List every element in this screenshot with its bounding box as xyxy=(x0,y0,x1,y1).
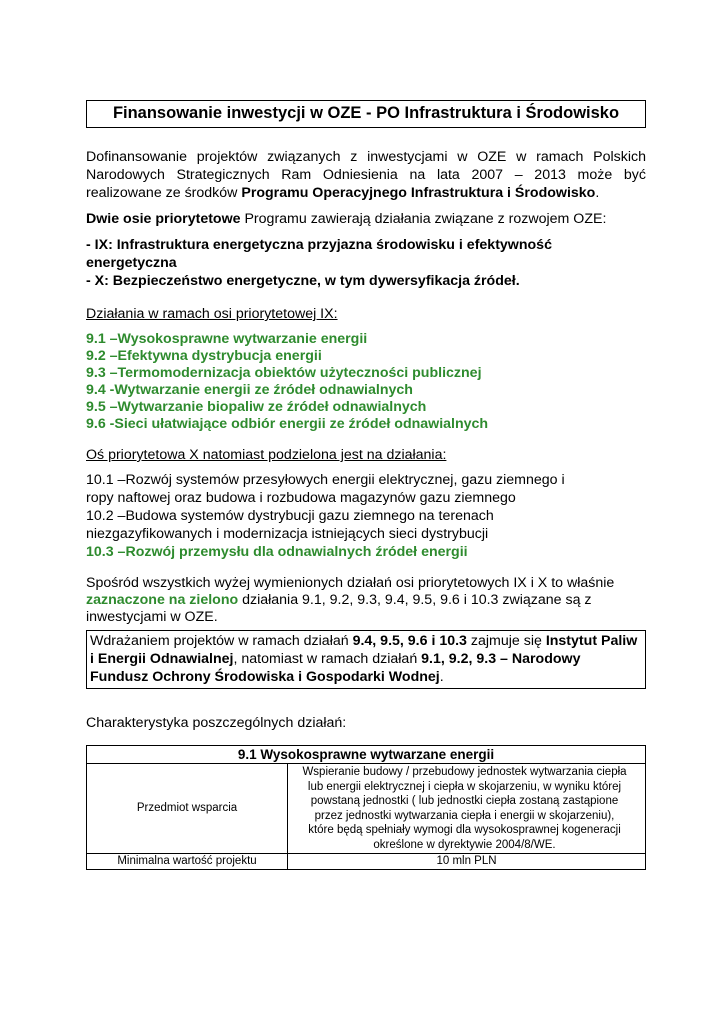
axis-ix: - IX: Infrastruktura energetyczna przyjazna środowisku i efektywność energetyczna xyxy=(86,237,552,271)
intro-paragraph xyxy=(86,148,646,202)
action-10-1: 10.1 –Rozwój systemów przesyłowych energii elektrycznej, gazu ziemnego i ropy naftowej oraz budowa i rozbudowa magazynów gazu ziemnego xyxy=(86,472,565,506)
implementation-box xyxy=(86,630,646,689)
characteristics-heading: Charakterystyka poszczególnych działań: xyxy=(86,715,347,731)
action-9-4: 9.4 -Wytwarzanie energii ze źródeł odnawialnych xyxy=(86,382,413,398)
axis-x-actions xyxy=(86,471,596,561)
table-header: 9.1 Wysokosprawne wytwarzane energii xyxy=(87,746,646,764)
impl-text-4: . xyxy=(439,669,444,685)
summary-text-2: działania 9.1, 9.2, 9.3, 9.4, 9.5, 9.6 i 10.3 związane są z inwestycjami w OZE. xyxy=(86,592,592,625)
action-10-2: 10.2 –Budowa systemów dystrybucji gazu ziemnego na terenach niezgazyfikowanych i modernizacja istniejących sieci dystrybucji xyxy=(86,508,494,542)
axes-list xyxy=(86,236,646,290)
axes-intro-bold: Dwie osie priorytetowe xyxy=(86,211,241,227)
action-9-1: 9.1 –Wysokosprawne wytwarzanie energii xyxy=(86,331,368,347)
axis-x-heading: Oś priorytetowa X natomiast podzielona jest na działania: xyxy=(86,447,447,463)
action-9-2: 9.2 –Efektywna dystrybucja energii xyxy=(86,348,322,364)
impl-text-2: zajmuje się xyxy=(466,633,546,649)
summary-text-1: Spośród wszystkich wyżej wymienionych działań osi priorytetowych IX i X to właśnie xyxy=(86,575,615,591)
document-page xyxy=(86,100,646,870)
impl-institute: Instytut Paliw i Energii Odnawialnej xyxy=(90,633,638,667)
impl-text-3: , natomiast w ramach działań xyxy=(233,651,422,667)
axes-intro-rest: Programu zawierają działania związane z rozwojem OZE: xyxy=(240,211,607,227)
intro-end: . xyxy=(595,185,600,201)
table-cell-label: Minimalna wartość projektu xyxy=(87,854,288,870)
action-10-3: 10.3 –Rozwój przemysłu dla odnawialnych źródeł energii xyxy=(86,544,468,560)
impl-text-1: Wdrażaniem projektów w ramach działań xyxy=(90,633,353,649)
summary-green-text: zaznaczone na zielono xyxy=(86,592,239,608)
table-cell-label: Przedmiot wsparcia xyxy=(87,764,288,854)
axes-intro xyxy=(86,210,646,228)
table-row xyxy=(87,854,646,870)
action-9-5: 9.5 –Wytwarzanie biopaliw ze źródeł odnawialnych xyxy=(86,399,427,415)
action-9-6: 9.6 -Sieci ułatwiające odbiór energii ze źródeł odnawialnych xyxy=(86,416,489,432)
impl-nfosigw: 9.1, 9.2, 9.3 – Narodowy Fundusz Ochrony Środowiska i Gospodarki Wodnej xyxy=(90,651,581,685)
table-row xyxy=(87,764,646,854)
action-9-3: 9.3 –Termomodernizacja obiektów użyteczności publicznej xyxy=(86,365,482,381)
axis-x: - X: Bezpieczeństwo energetyczne, w tym dywersyfikacja źródeł. xyxy=(86,273,520,289)
characteristics-table xyxy=(86,745,646,870)
axis-ix-actions xyxy=(86,331,646,433)
impl-actions-ipieo: 9.4, 9.5, 9.6 i 10.3 xyxy=(352,633,467,649)
intro-text: Dofinansowanie projektów związanych z inwestycjami w OZE w ramach Polskich Narodowych Strategicznych Ram Odniesienia na lata 2007 – 2013 może być realizowane ze środków xyxy=(86,149,646,201)
document-title: Finansowanie inwestycji w OZE - PO Infrastruktura i Środowisko xyxy=(86,100,646,128)
table-cell-value: 10 mln PLN xyxy=(288,854,646,870)
summary-paragraph xyxy=(86,575,646,626)
table-header-row xyxy=(87,746,646,764)
table-cell-value: Wspieranie budowy / przebudowy jednostek wytwarzania ciepła lub energii elektrycznej i ciepła w skojarzeniu, w wyniku której powstaną jednostki ( lub jednostki ciepła zostaną zastąpione przez jednostki wytwarzania ciepła i energii w skojarzeniu), które będą spełniały wymogi dla wysokosprawnej kogeneracji określone w dyrektywie 2004/8/WE. xyxy=(288,764,646,854)
axis-ix-heading: Działania w ramach osi priorytetowej IX: xyxy=(86,306,338,322)
program-name: Programu Operacyjnego Infrastruktura i Środowisko xyxy=(241,185,596,201)
